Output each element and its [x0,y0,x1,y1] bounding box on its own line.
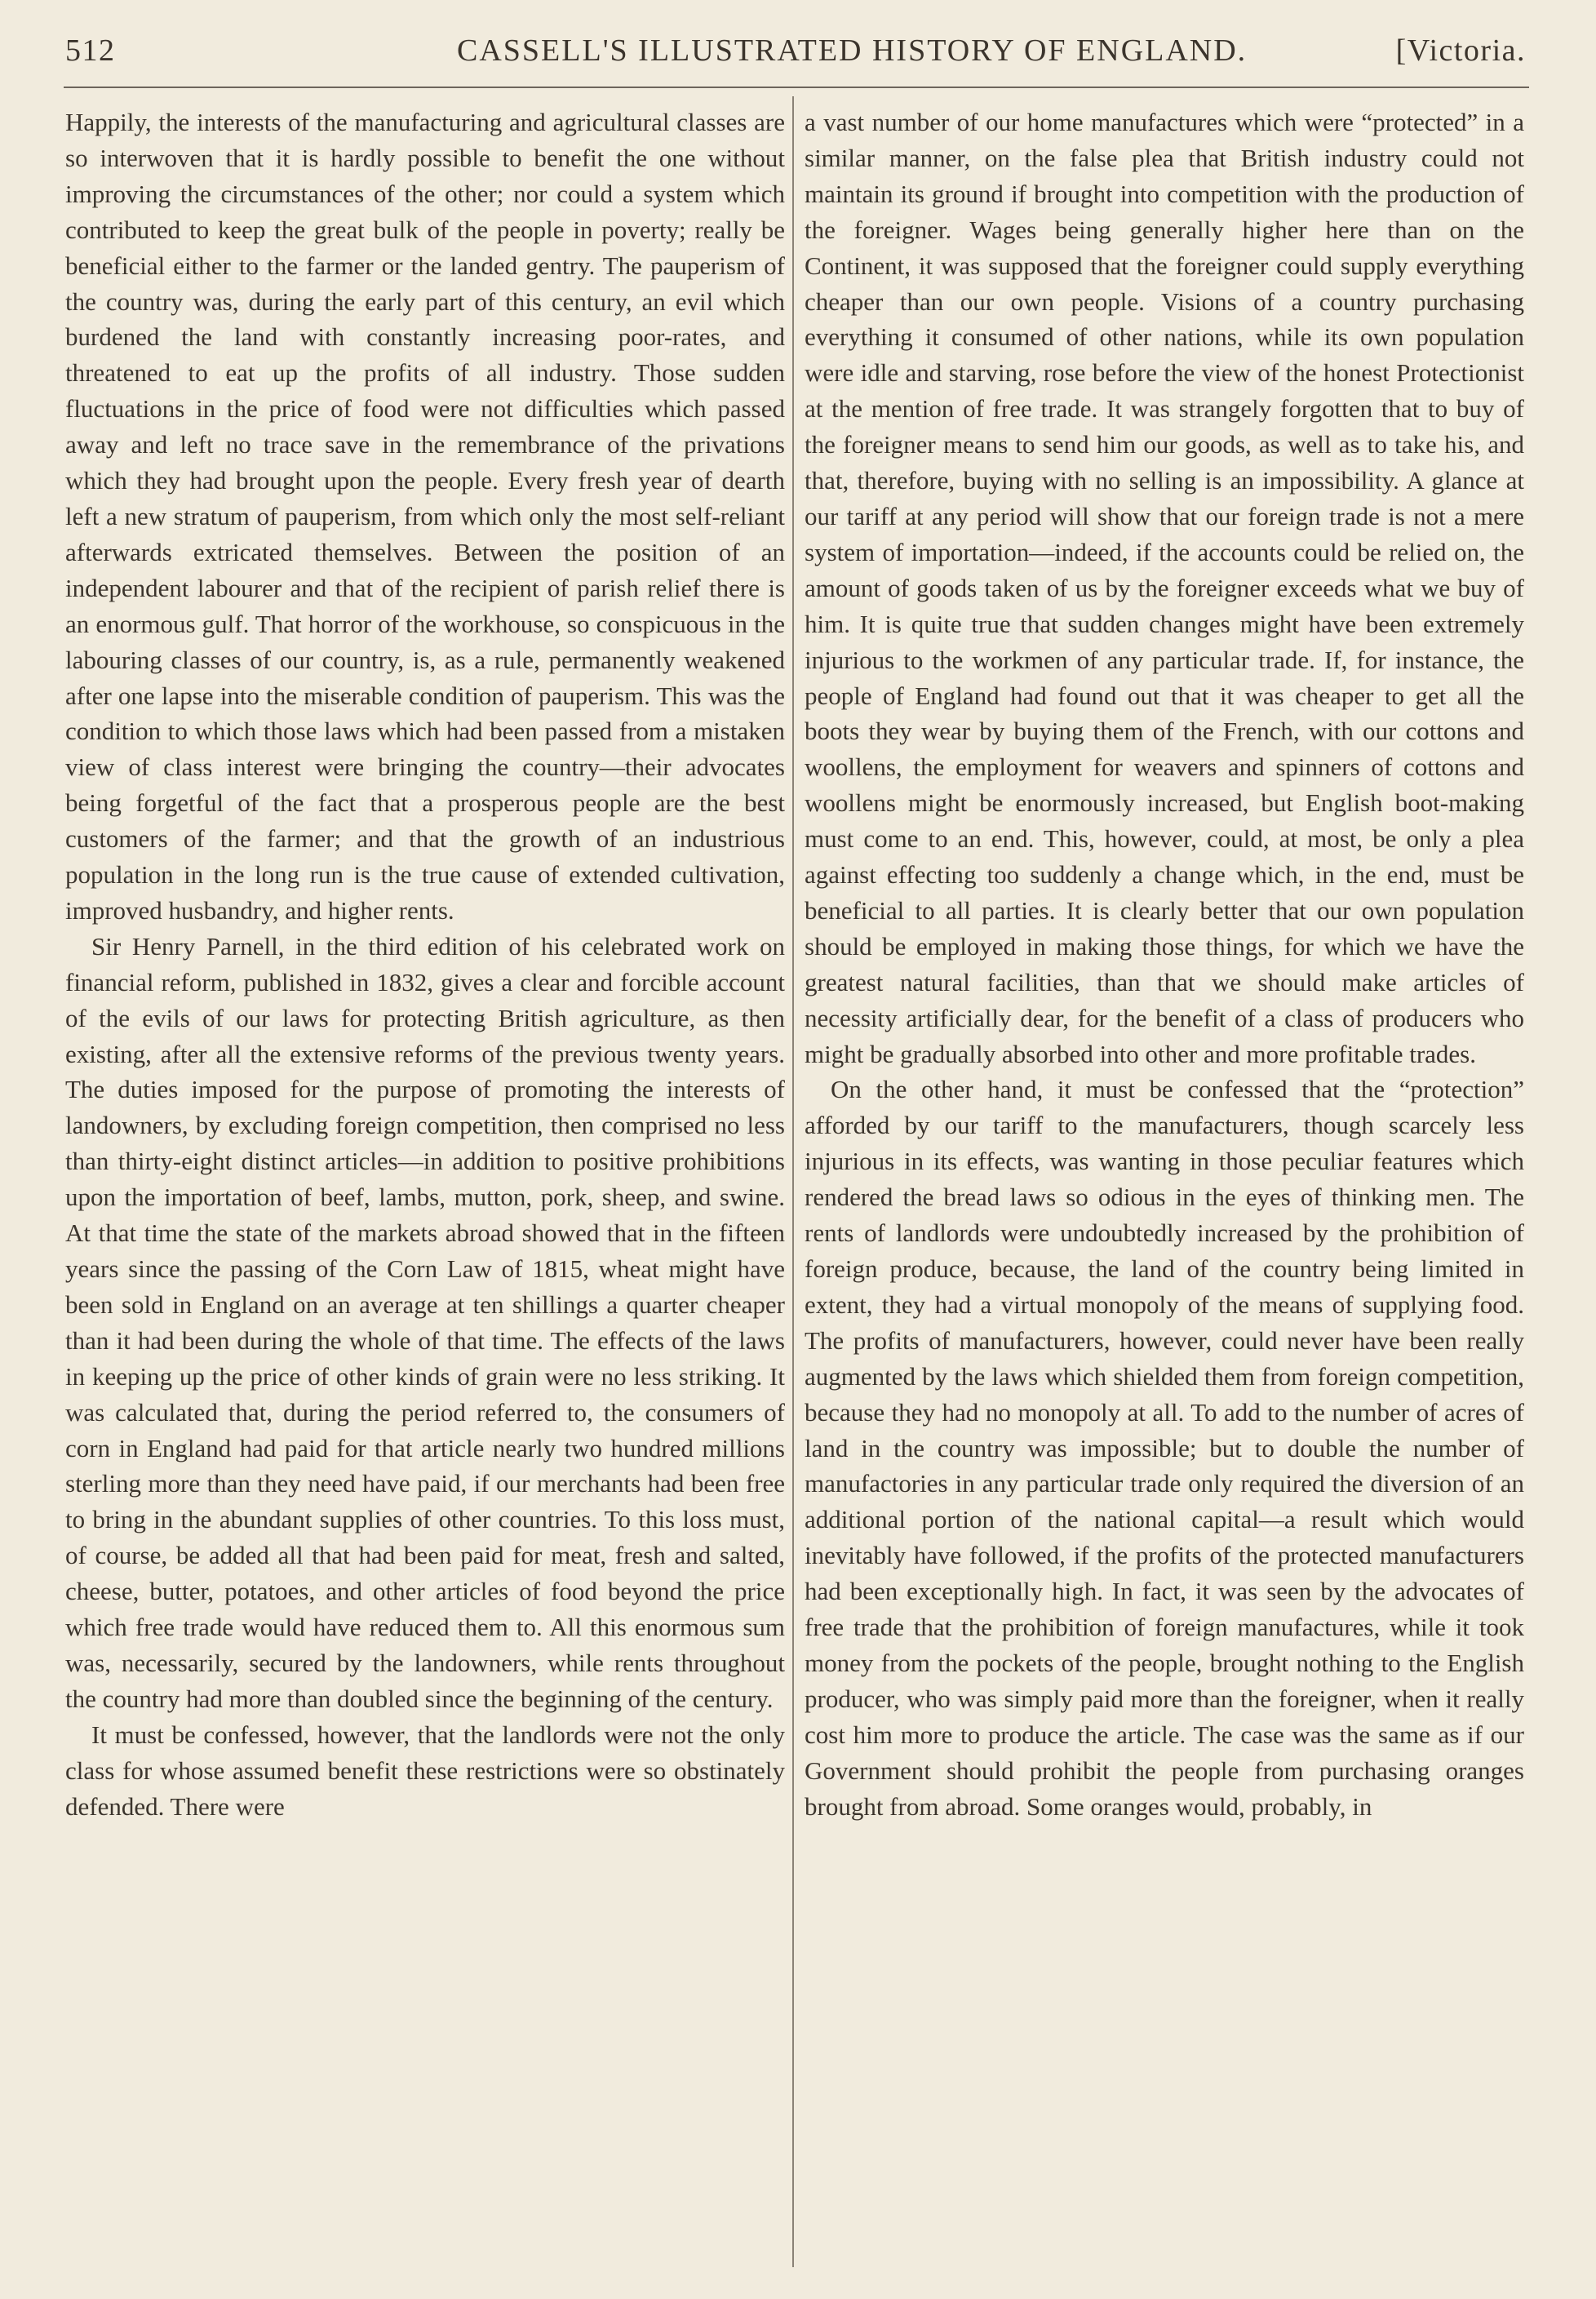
paragraph: Sir Henry Parnell, in the third edition of his celebrated work on financial reform, published in 1832, gives a clear and forcible account of the evils of our laws for protecting British agriculture, as then existing, after all the extensive reforms of the previous twenty years. The duties imposed for the purpose of promoting the interests of landowners, by excluding foreign competition, then comprised no less than thirty-eight distinct articles—in addition to positive prohibitions upon the importation of beef, lambs, mutton, pork, sheep, and swine. At that time the state of the markets abroad showed that in the fifteen years since the passing of the Corn Law of 1815, wheat might have been sold in England on an average at ten shillings a quarter cheaper than it had been during the whole of that time. The effects of the laws in keeping up the price of other kinds of grain were no less striking. It was calculated that, during the period referred to, the consumers of corn in England had paid for that article nearly two hundred millions sterling more than they need have paid, if our merchants had been free to bring in the abundant supplies of other countries. To this loss must, of course, be added all that had been paid for meat, fresh and salted, cheese, butter, potatoes, and other articles of food beyond the price which free trade would have reduced them to. All this enormous sum was, necessarily, secured by the landowners, while rents throughout the country had more than doubled since the beginning of the century. [65,931,785,1713]
header-rule [64,87,1529,88]
running-title: CASSELL'S ILLUSTRATED HISTORY OF ENGLAND. [457,33,1248,68]
right-column [805,104,1524,1825]
left-column [65,104,785,1825]
paragraph: It must be confessed, however, that the landlords were not the only class for whose assumed benefit these restrictions were so obstinately defended. There were [65,1720,785,1821]
page-number: 512 [65,33,116,68]
paragraph: Happily, the interests of the manufacturing and agricultural classes are so interwoven that it is hardly possible to benefit the one without improving the circumstances of the other; nor could a system which contributed to keep the great bulk of the people in poverty; really be beneficial either to the farmer or the landed gentry. The pauperism of the country was, during the early part of this century, an evil which burdened the land with constantly increasing poor-rates, and threatened to eat up the profits of all industry. Those sudden fluctuations in the price of food were not difficulties which passed away and left no trace save in the remembrance of the privations which they had brought upon the people. Every fresh year of dearth left a new stratum of pauperism, from which only the most self-reliant afterwards extricated themselves. Between the position of an independent labourer and that of the recipient of parish relief there is an enormous gulf. That horror of the workhouse, so conspicuous in the labouring classes of our country, is, as a rule, permanently weakened after one lapse into the miserable condition of pauperism. This was the condition to which those laws which had been passed from a mistaken view of class interest were bringing the country—their advocates being forgetful of the fact that a prosperous people are the best customers of the farmer; and that the growth of an industrious population in the long run is the true cause of extended cultivation, improved husbandry, and higher rents. [65,108,785,925]
paragraph: On the other hand, it must be confessed that the “protection” afforded by our tariff to the manufacturers, though scarcely less injurious in its effects, was wanting in those peculiar features which rendered the bread laws so odious in the eyes of thinking men. The rents of landlords were undoubtedly increased by the prohibition of foreign produce, because, the land of the country being limited in extent, they had a virtual monopoly of the means of supplying food. The profits of manufacturers, however, could never have been really augmented by the laws which shielded them from foreign competition, because they had no monopoly at all. To add to the number of acres of land in the country was impossible; but to double the number of manufactories in any particular trade only required the diversion of an additional portion of the national capital—a result which would inevitably have followed, if the profits of the protected manufacturers had been exceptionally high. In fact, it was seen by the advocates of free trade that the prohibition of foreign manufactures, while it took money from the pockets of the people, brought nothing to the English producer, who was simply paid more than the foreigner, when it really cost him more to produce the article. The case was the same as if our Government should prohibit the people from purchasing oranges brought from abroad. Some oranges would, probably, in [805,1075,1524,1821]
paragraph: a vast number of our home manufactures which were “protected” in a similar manner, on the false plea that British industry could not maintain its ground if brought into competition with the production of the foreigner. Wages being generally higher here than on the Continent, it was supposed that the foreigner could supply everything cheaper than our own people. Visions of a country purchasing everything it consumed of other nations, while its own population were idle and starving, rose before the view of the honest Protectionist at the mention of free trade. It was strangely forgotten that to buy of the foreigner means to send him our goods, as well as to take his, and that, therefore, buying with no selling is an impossibility. A glance at our tariff at any period will show that our foreign trade is not a mere system of importation—indeed, if the accounts could be relied on, the amount of goods taken of us by the foreigner exceeds what we buy of him. It is quite true that sudden changes might have been extremely injurious to the workmen of any particular trade. If, for instance, the people of England had found out that it was cheaper to get all the boots they wear by buying them of the French, with our cottons and woollens, the employment for weavers and spinners of cottons and woollens might be enormously increased, but English boot-making must come to an end. This, however, could, at most, be only a plea against effecting too suddenly a change which, in the end, must be beneficial to all parties. It is clearly better that our own population should be employed in making those things, for which we have the greatest natural facilities, than that we should make articles of necessity artificially dear, for the benefit of a class of producers who might be gradually absorbed into other and more profitable trades. [805,108,1524,1068]
running-head [65,28,1526,77]
section-label: [Victoria. [1395,33,1526,68]
column-divider [792,96,794,2267]
